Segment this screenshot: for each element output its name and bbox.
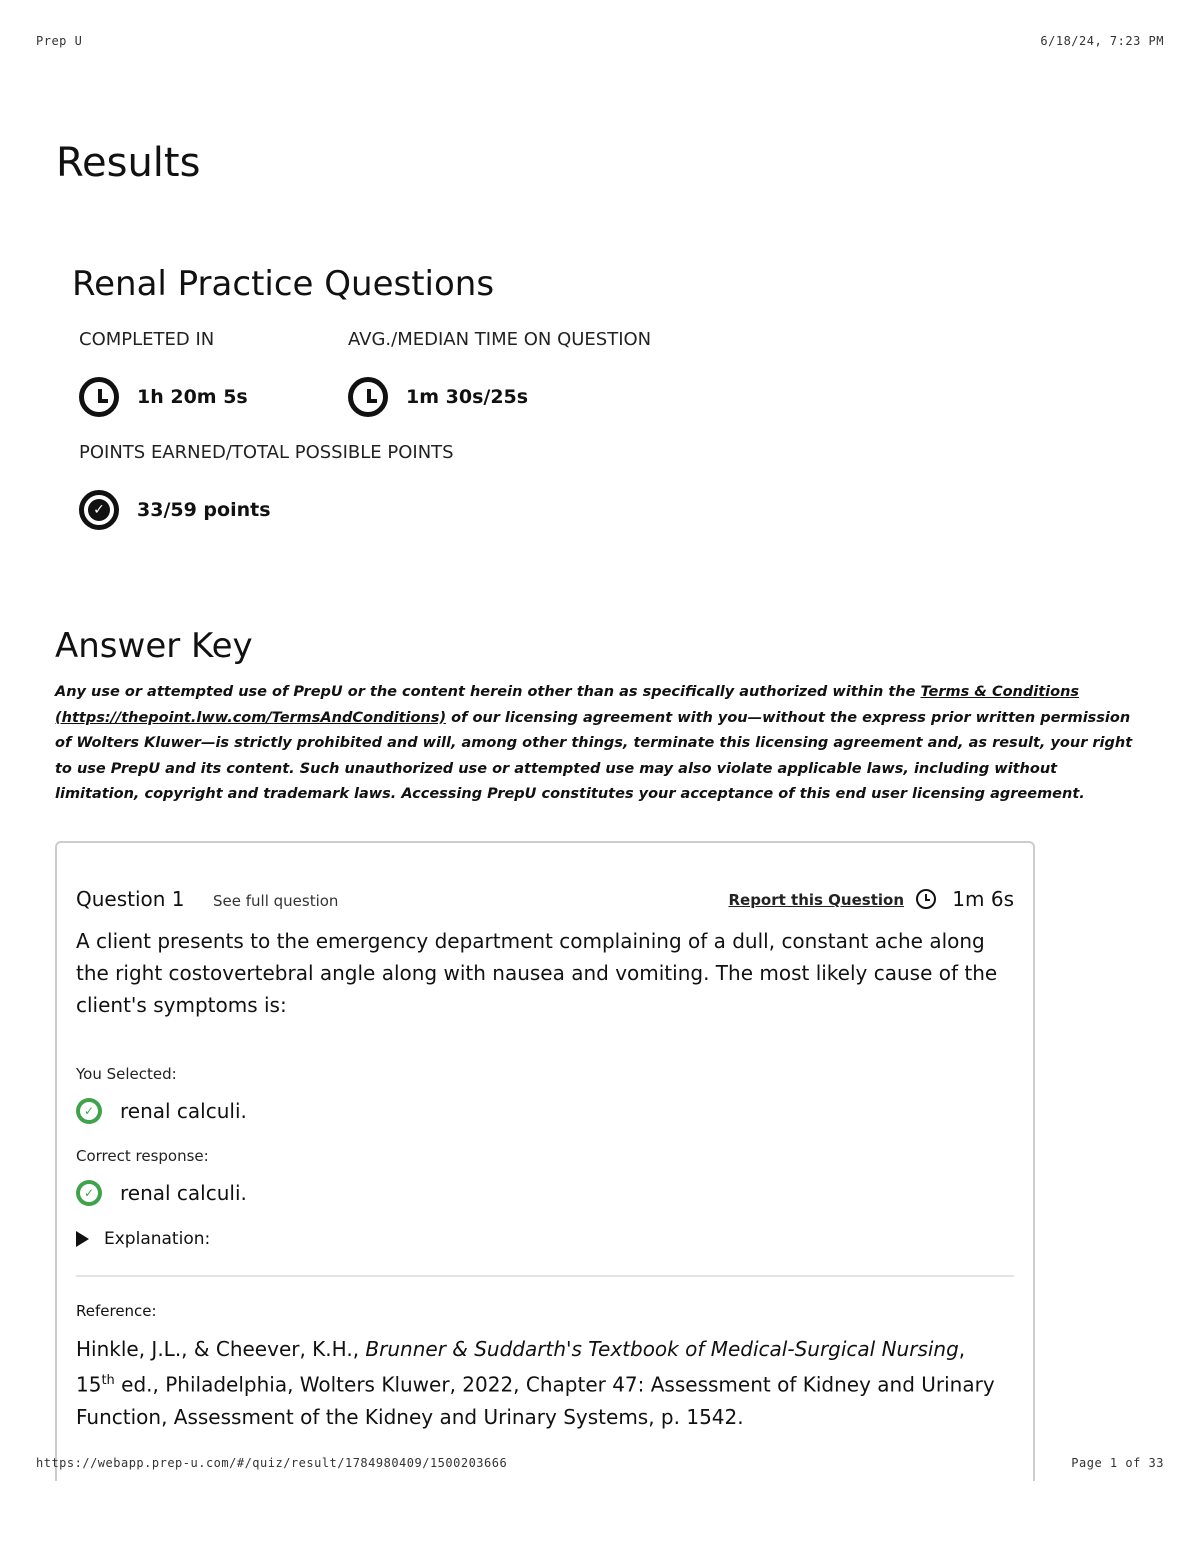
completed-in-value: 1h 20m 5s	[137, 386, 248, 408]
print-site: Prep U	[36, 34, 83, 48]
check-circle-icon: ✓	[79, 490, 119, 530]
print-header	[36, 34, 1164, 48]
correct-answer-text: renal calculi.	[120, 1181, 247, 1205]
quiz-title: Renal Practice Questions	[72, 264, 495, 304]
expand-triangle-icon	[76, 1231, 89, 1247]
reference-authors: Hinkle, J.L., & Cheever, K.H.,	[76, 1337, 366, 1361]
answer-key-title: Answer Key	[55, 626, 253, 666]
correct-check-icon: ✓	[76, 1098, 102, 1124]
clock-icon	[916, 889, 936, 909]
question-text: A client presents to the emergency department complaining of a dull, constant ache along the right costovertebral angle along with nausea and vomiting. The most likely cause of the client's symptoms is:	[76, 929, 998, 1017]
disclaimer-intro: Any use or attempted use of PrepU or the content herein other than as specifically authorized within the	[55, 684, 921, 700]
points-label: POINTS EARNED/TOTAL POSSIBLE POINTS	[79, 442, 454, 463]
reference-edition-sup: th	[101, 1373, 115, 1388]
print-footer	[36, 1456, 1164, 1470]
correct-check-icon: ✓	[76, 1180, 102, 1206]
points-stat	[79, 490, 271, 530]
avg-median-stat	[348, 377, 528, 417]
question-time	[916, 887, 1014, 911]
selected-answer-text: renal calculi.	[120, 1099, 247, 1123]
question-card	[55, 841, 1035, 1481]
terms-link[interactable]: Terms & Conditions (https://thepoint.lww.com/TermsAndConditions)	[55, 684, 1080, 726]
explanation-label: Explanation:	[104, 1229, 211, 1249]
avg-median-label: AVG./MEDIAN TIME ON QUESTION	[348, 329, 652, 350]
reference-label: Reference:	[76, 1302, 157, 1320]
you-selected-label: You Selected:	[76, 1065, 177, 1083]
completed-in-stat	[79, 377, 248, 417]
points-value: 33/59 points	[137, 499, 271, 521]
question-time-value: 1m 6s	[952, 887, 1014, 911]
reference-book: Brunner & Suddarth's Textbook of Medical-Surgical Nursing	[365, 1337, 959, 1361]
explanation-toggle[interactable]	[76, 1229, 210, 1249]
report-question-link[interactable]: Report this Question	[728, 891, 904, 909]
reference-text	[76, 1333, 1006, 1433]
question-number: Question 1	[76, 887, 185, 911]
divider	[76, 1275, 1014, 1277]
correct-answer	[76, 1180, 247, 1206]
disclaimer-body: of our licensing agreement with you—without the express prior written permission of Wolters Kluwer—is strictly prohibited and will, among other things, terminate this licensing agreement and, as result, your right to use PrepU and its content. Such unauthorized use or attempted use may also violate applicable laws, including without limitation, copyright and trademark laws. Accessing PrepU constitutes your acceptance of this end user licensing agreement.	[55, 709, 1133, 802]
reference-edition: , 15	[76, 1337, 966, 1397]
print-url: https://webapp.prep-u.com/#/quiz/result/1784980409/1500203666	[36, 1456, 508, 1470]
license-disclaimer	[55, 680, 1135, 808]
clock-icon	[79, 377, 119, 417]
see-full-question-link[interactable]: See full question	[213, 892, 339, 910]
completed-in-label: COMPLETED IN	[79, 329, 215, 350]
selected-answer	[76, 1098, 247, 1124]
print-datetime: 6/18/24, 7:23 PM	[1040, 34, 1164, 48]
print-page: Page 1 of 33	[1071, 1456, 1164, 1470]
page-title: Results	[56, 140, 201, 186]
question-header	[76, 887, 1014, 915]
correct-response-label: Correct response:	[76, 1147, 209, 1165]
avg-median-value: 1m 30s/25s	[406, 386, 529, 408]
clock-icon	[348, 377, 388, 417]
reference-rest: ed., Philadelphia, Wolters Kluwer, 2022, Chapter 47: Assessment of Kidney and Urinary Function, Assessment of the Kidney and Urinary Systems, p. 1542.	[76, 1372, 995, 1429]
